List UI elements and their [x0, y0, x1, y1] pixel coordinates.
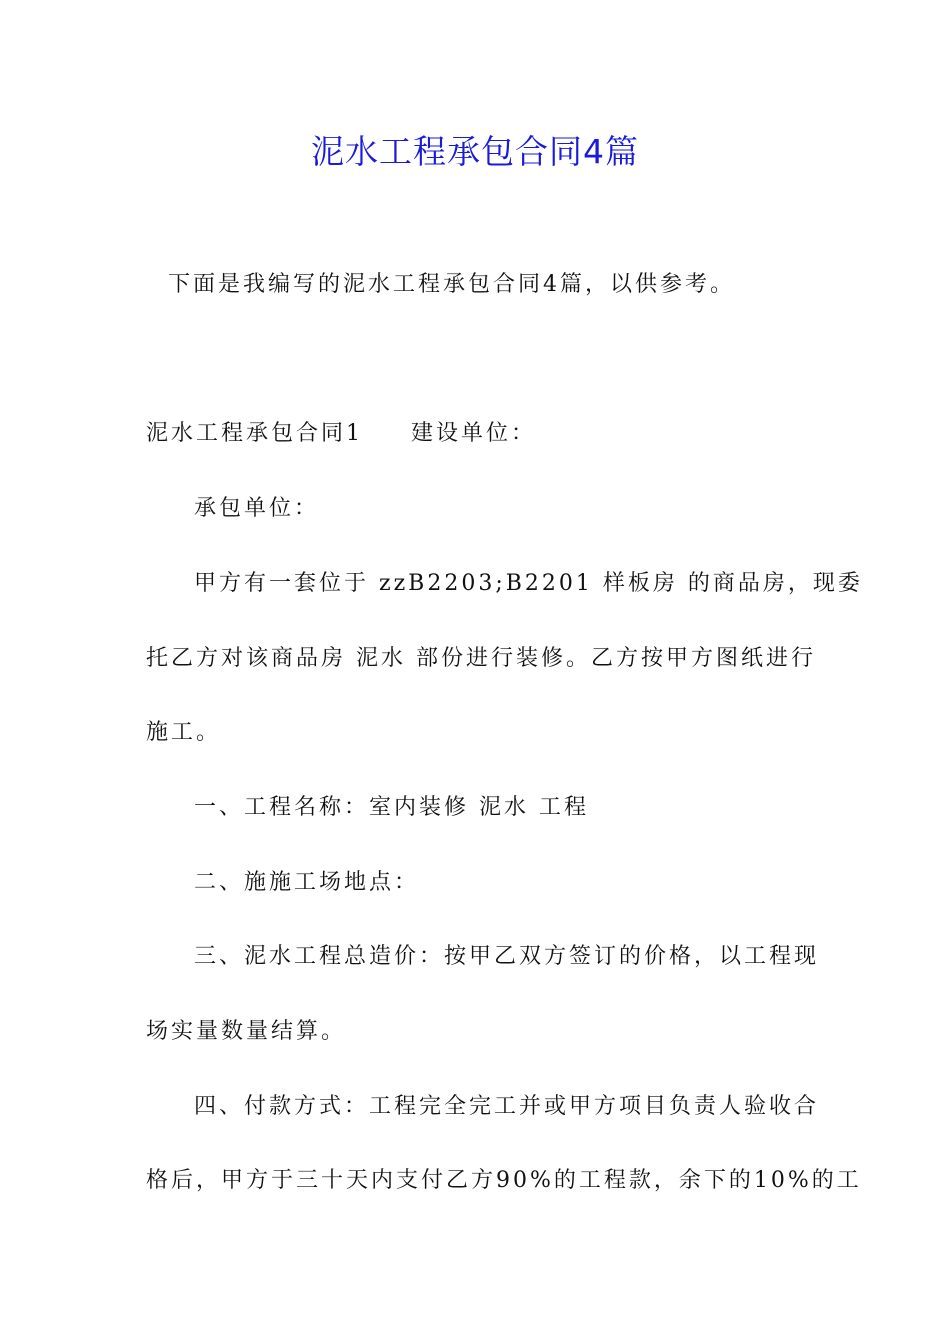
item1: 一、工程名称：室内装修 泥水 工程 — [194, 795, 589, 820]
contractor-label: 承包单位： — [194, 496, 320, 521]
item2: 二、施施工场地点： — [194, 870, 420, 895]
document-title: 泥水工程承包合同4篇 — [311, 132, 639, 171]
item3-line1: 三、泥水工程总造价：按甲乙双方签订的价格，以工程现 — [194, 944, 820, 969]
item3-line2: 场实量数量结算。 — [146, 1019, 347, 1044]
intro-paragraph: 下面是我编写的泥水工程承包合同4篇，以供参考。 — [168, 272, 735, 297]
para1-line1: 甲方有一套位于 zzB2203;B2201 样板房 的商品房，现委 — [194, 571, 863, 596]
section-heading-line — [146, 415, 536, 453]
item4-line1: 四、付款方式：工程完全完工并或甲方项目负责人验收合 — [194, 1094, 820, 1119]
item4-line2: 格后，甲方于三十天内支付乙方90%的工程款，余下的10%的工 — [146, 1168, 862, 1193]
para1-line3: 施工。 — [146, 720, 222, 745]
section1-heading: 泥水工程承包合同1 — [146, 421, 363, 446]
para1-line2: 托乙方对该商品房 泥水 部份进行装修。乙方按甲方图纸进行 — [146, 646, 816, 671]
builder-label: 建设单位： — [411, 421, 537, 446]
